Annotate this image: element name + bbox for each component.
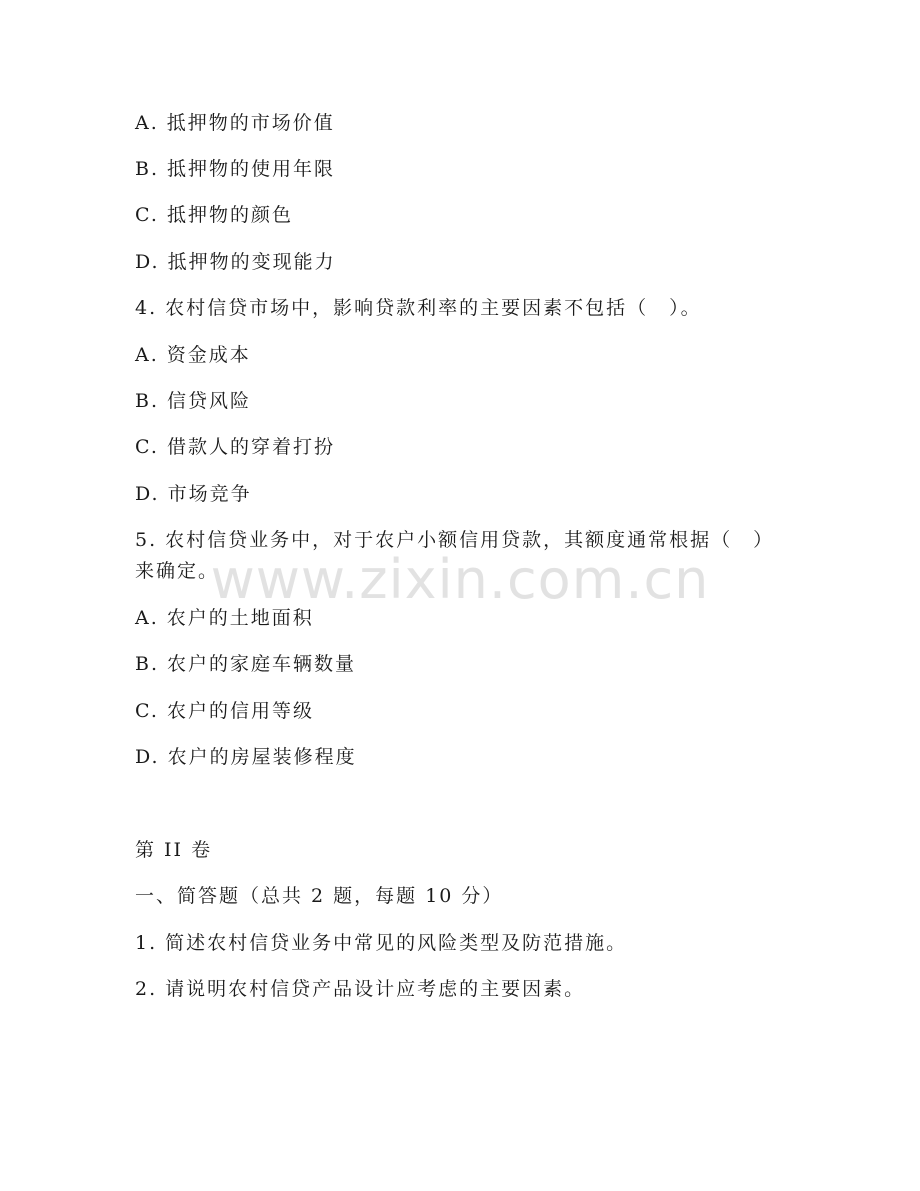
- q3-option-d: D. 抵押物的变现能力: [135, 251, 336, 273]
- q5-question-line2: 来确定。: [135, 560, 220, 582]
- q5-option-c: C. 农户的信用等级: [135, 700, 314, 722]
- part2-title: 第 II 卷: [135, 839, 213, 861]
- q4-option-a: A. 资金成本: [135, 344, 251, 366]
- q3-option-a: A. 抵押物的市场价值: [135, 112, 335, 134]
- q4-option-d: D. 市场竞争: [135, 483, 252, 505]
- q3-option-c: C. 抵押物的颜色: [135, 204, 293, 226]
- q5-option-b: B. 农户的家庭车辆数量: [135, 653, 357, 675]
- q4-option-b: B. 信贷风险: [135, 390, 252, 412]
- q4-option-c: C. 借款人的穿着打扮: [135, 436, 335, 458]
- q4-question: 4. 农村信贷市场中，影响贷款利率的主要因素不包括（ ）。: [135, 297, 702, 319]
- watermark: www.zixin.com.cn: [210, 548, 710, 611]
- section-heading: 一、简答题（总共 2 题，每题 10 分）: [135, 885, 504, 907]
- q3-option-b: B. 抵押物的使用年限: [135, 158, 336, 180]
- q5-option-a: A. 农户的土地面积: [135, 607, 314, 629]
- short-answer-q1: 1. 简述农村信贷业务中常见的风险类型及防范措施。: [135, 932, 628, 954]
- q5-question-line1: 5. 农村信贷业务中，对于农户小额信用贷款，其额度通常根据（ ）: [135, 529, 775, 551]
- short-answer-q2: 2. 请说明农村信贷产品设计应考虑的主要因素。: [135, 978, 586, 1000]
- q5-option-d: D. 农户的房屋装修程度: [135, 746, 357, 768]
